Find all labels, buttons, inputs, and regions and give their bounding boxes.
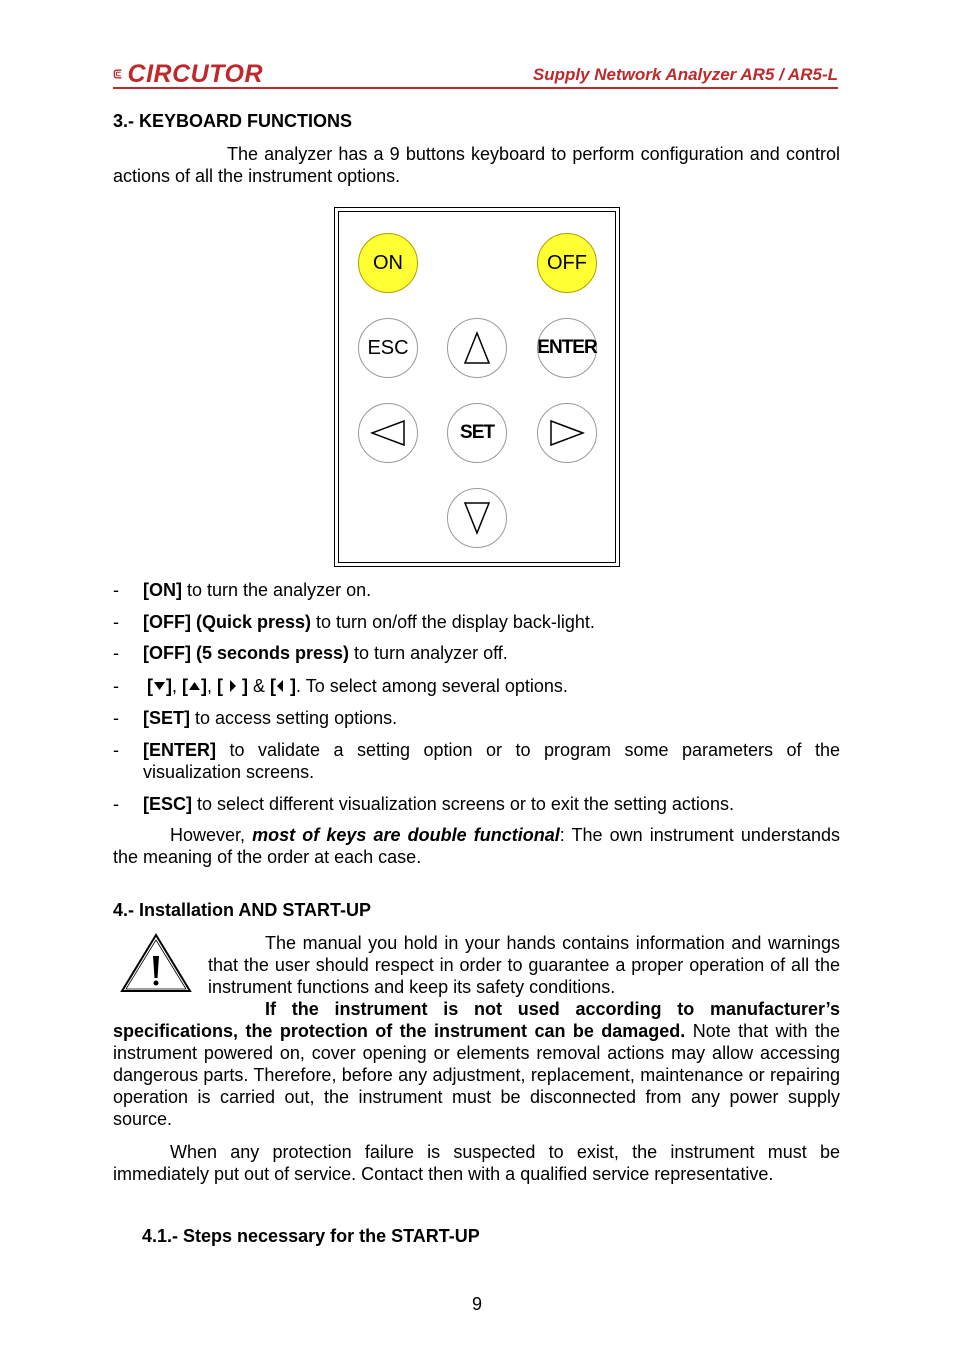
enter-key[interactable] [537,318,597,378]
on-key-label: ON [373,251,403,274]
keypad-panel [338,211,616,563]
list-item: - [SET] to access setting options. [113,708,398,728]
key-name: [ON] [143,580,182,600]
section-4-heading: 4.- Installation AND START-UP [113,900,372,920]
emphasis-text: most of keys are double functional [252,825,560,845]
safety-paragraph: If the instrument is not used according to manufacturer’s specifications, the protection of the instrument can be damaged. Note that with the instrument powered on, cover opening or elements removal actions may allow accessing dangerous parts. Therefore, before any adjustment, replacement, maintenance or repairing operation is carried out, the instrument must be disconnected from any power supply source. [113,999,840,1129]
esc-key-label: ESC [367,336,409,359]
right-triangle-icon [228,679,237,693]
off-key[interactable] [537,233,597,293]
enter-key-label: ENTER [537,337,597,358]
up-arrow-icon [462,331,492,365]
header-divider [113,87,838,89]
right-key[interactable] [537,403,597,463]
key-name: [ESC] [143,794,192,814]
circutor-logo [113,58,263,90]
section-3-heading: 3.- KEYBOARD FUNCTIONS [113,111,353,131]
up-key[interactable] [447,318,507,378]
down-arrow-icon [462,501,492,535]
off-key-label: OFF [547,251,587,274]
left-triangle-icon [276,679,285,693]
section-3-intro: The analyzer has a 9 buttons keyboard to perform configuration and control actions of all the instrument options. [113,144,840,186]
list-item: - [ESC] to select different visualization screens or to exit the setting actions. [113,794,734,814]
warning-icon [120,932,192,994]
up-triangle-icon [188,680,201,692]
key-name: [ENTER] [143,740,216,760]
page-number: 9 [471,1294,482,1314]
document-title: Supply Network Analyzer AR5 / AR5-L [532,65,838,84]
bold-warning: If the instrument is not used according to manufacturer’s specifications, the protection of the instrument can be damaged. [113,999,840,1041]
key-name: [OFF] (5 seconds press) [143,643,350,663]
down-triangle-icon [153,680,166,692]
warning-paragraph: The manual you hold in your hands contains information and warnings that the user should respect in order to guarantee a proper operation of all the instrument functions and keep its safety conditions. [208,933,840,997]
esc-key[interactable] [358,318,418,378]
list-item: - [OFF] (5 seconds press) to turn analyzer off. [113,643,508,663]
failure-paragraph: When any protection failure is suspected to exist, the instrument must be immediately put out of service. Contact then with a qualified service representative. [113,1142,840,1184]
list-item: - [ENTER] to validate a setting option or to program some parameters of the visualization screens. [113,740,840,782]
key-name: [OFF] (Quick press) [143,612,312,632]
set-key[interactable] [447,403,507,463]
logo-text: CIRCUTOR [127,59,263,88]
set-key-label: SET [460,422,494,443]
right-arrow-icon [549,419,585,447]
left-arrow-icon [370,419,406,447]
list-item: - [OFF] (Quick press) to turn on/off the display back-light. [113,612,595,632]
keypad-figure [334,207,620,567]
double-functional-note: However, most of keys are double functional: The own instrument understands the meaning of the order at each case. [113,825,840,867]
circutor-logo-icon [113,59,124,89]
section-4-1-heading: 4.1.- Steps necessary for the START-UP [142,1226,480,1246]
down-key[interactable] [447,488,507,548]
list-item: - [ON] to turn the analyzer on. [113,580,372,600]
list-item-arrows: - [ ], [ ], [ ] & [ ]. To select among several options. [113,676,568,696]
left-key[interactable] [358,403,418,463]
key-name: [SET] [143,708,190,728]
on-key[interactable] [358,233,418,293]
